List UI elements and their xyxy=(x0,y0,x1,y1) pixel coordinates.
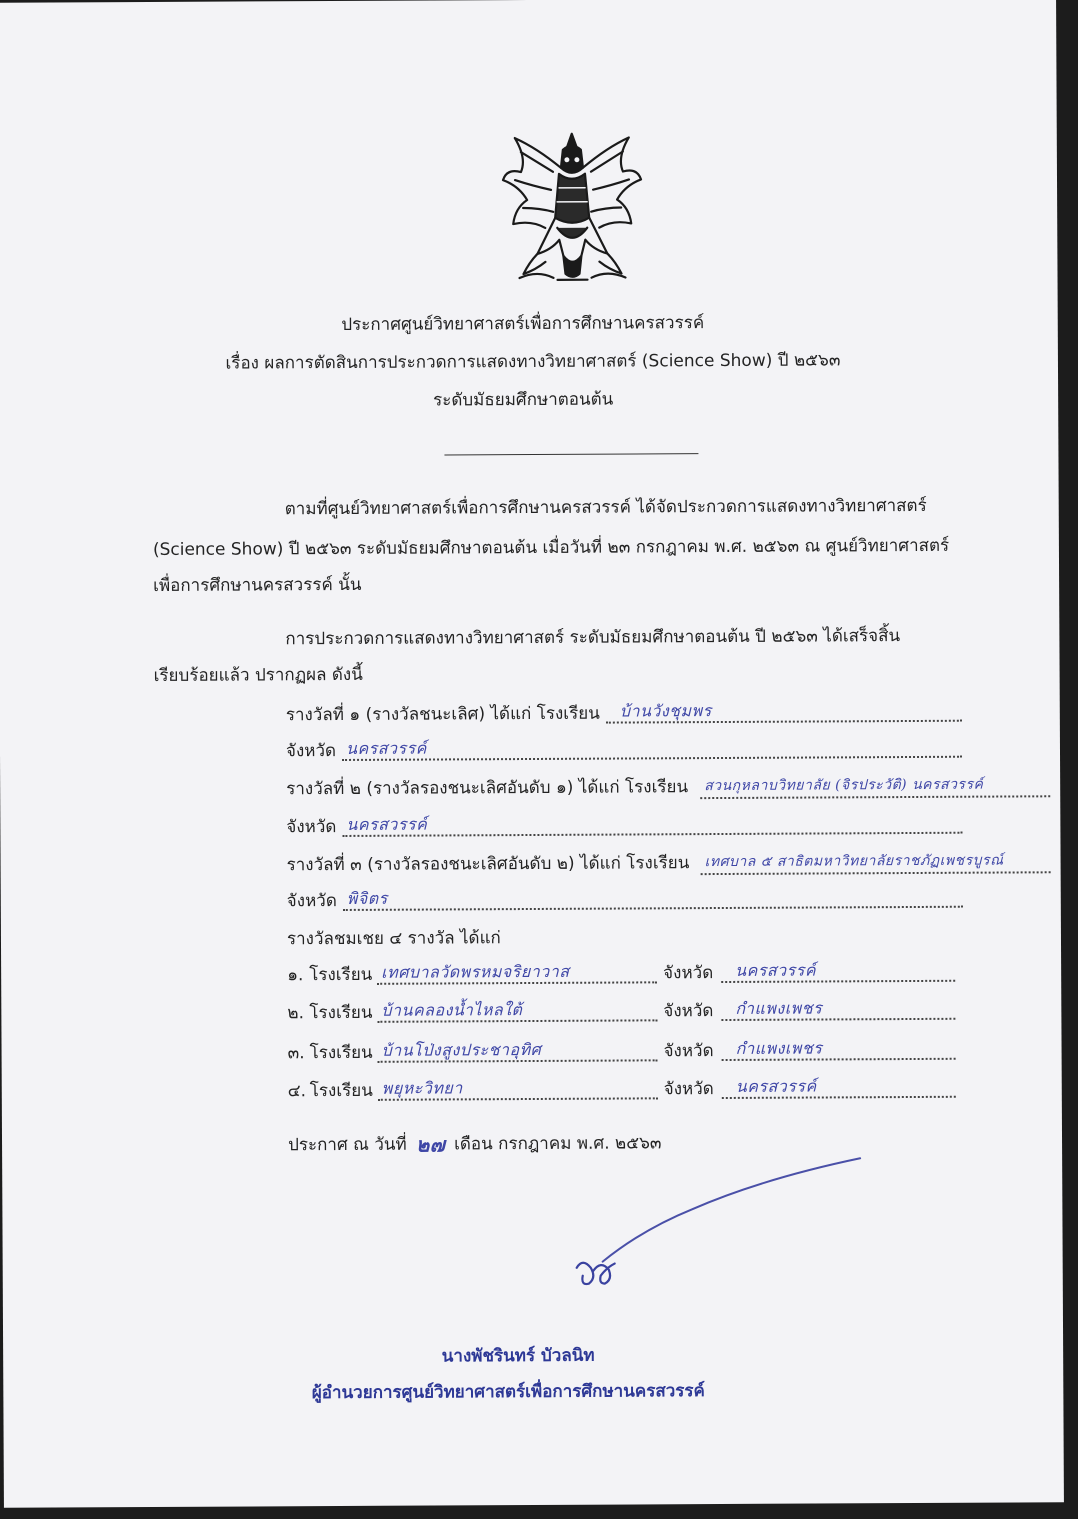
header-level: ระดับมัธยมศึกษาตอนต้น xyxy=(432,389,614,411)
award-2-province: นครสวรรค์ xyxy=(346,814,428,834)
paragraph-1-line-2: (Science Show) ปี ๒๕๖๓ ระดับมัธยมศึกษาตอนต้น เมื่อวันที่ ๒๓ กรกฎาคม พ.ศ. ๒๕๖๓ ณ ศูนย์วิทยาศาสตร์ xyxy=(152,535,950,560)
honorable-2-province-label: จังหวัด xyxy=(663,1001,714,1022)
honorable-2-school: บ้านคลองน้ำไหลใต้ xyxy=(381,1000,523,1020)
paragraph-1-line-3: เพื่อการศึกษานครสวรรค์ นั้น xyxy=(153,574,362,596)
award-1-label: รางวัลที่ ๑ (รางวัลชนะเลิศ) ได้แก่ โรงเรียน xyxy=(285,703,600,726)
header-divider xyxy=(444,453,698,455)
garuda-emblem xyxy=(497,127,648,290)
honorable-1-province: นครสวรรค์ xyxy=(735,960,817,980)
honorable-3-province-label: จังหวัด xyxy=(663,1041,714,1062)
honorable-1-province-label: จังหวัด xyxy=(663,963,714,984)
award-2-school: สวนกุหลาบวิทยาลัย (จิรประวัติ) นครสวรรค์ xyxy=(704,776,984,795)
announce-month-year: เดือน กรกฎาคม พ.ศ. ๒๕๖๓ xyxy=(453,1133,662,1155)
honorable-1-school: เทศบาลวัดพรหมจริยาวาส xyxy=(381,961,570,982)
honorable-3-number: ๓. xyxy=(287,1043,305,1064)
announce-prefix: ประกาศ ณ วันที่ xyxy=(288,1134,407,1156)
award-3-province: พิจิตร xyxy=(346,888,388,908)
signer-title: ผู้อำนวยการศูนย์วิทยาศาสตร์เพื่อการศึกษานครสวรรค์ xyxy=(311,1381,705,1404)
award-1-province-label: จังหวัด xyxy=(285,741,337,762)
honorable-4-school: พยุหะวิทยา xyxy=(381,1078,463,1098)
header-issuer: ประกาศศูนย์วิทยาศาสตร์เพื่อการศึกษานครสวรรค์ xyxy=(341,313,705,335)
award-1-province: นครสวรรค์ xyxy=(345,738,427,758)
honorable-4-number: ๔. xyxy=(287,1081,307,1102)
honorable-3-school: บ้านโป่งสูงประชาอุทิศ xyxy=(381,1039,542,1060)
honorable-2-province: กำแพงเพชร xyxy=(735,998,823,1018)
honorable-2-school-label: โรงเรียน xyxy=(309,1002,373,1024)
award-2-province-line xyxy=(342,832,962,837)
award-3-school: เทศบาล ๕ สาธิตมหาวิทยาลัยราชภัฏเพชรบูรณ์ xyxy=(704,852,1004,871)
award-3-province-line xyxy=(343,906,963,911)
honorable-1-number: ๑. xyxy=(287,965,304,986)
honorable-heading: รางวัลชมเชย ๔ รางวัล ได้แก่ xyxy=(286,928,501,950)
honorable-3-school-label: โรงเรียน xyxy=(309,1042,373,1064)
paragraph-1-line-1: ตามที่ศูนย์วิทยาศาสตร์เพื่อการศึกษานครสวรรค์ ได้จัดประกวดการแสดงทางวิทยาศาสตร์ xyxy=(284,495,927,520)
award-3-province-label: จังหวัด xyxy=(286,891,337,912)
header-subject: เรื่อง ผลการตัดสินการประกวดการแสดงทางวิทยาศาสตร์ (Science Show) ปี ๒๕๖๓ xyxy=(225,350,841,374)
handwritten-signature xyxy=(562,1148,863,1290)
honorable-4-school-label: โรงเรียน xyxy=(309,1080,373,1102)
award-2-province-label: จังหวัด xyxy=(286,817,337,838)
honorable-4-province: นครสวรรค์ xyxy=(735,1076,817,1096)
award-1-school: บ้านวังชุมพร xyxy=(619,701,712,721)
paragraph-2-line-2: เรียบร้อยแล้ว ปรากฏผล ดังนี้ xyxy=(153,664,363,686)
signer-name: นางพัชรินทร์ บัวลนิท xyxy=(441,1345,595,1367)
honorable-1-school-label: โรงเรียน xyxy=(309,964,373,986)
honorable-2-number: ๒. xyxy=(287,1003,305,1024)
award-3-label: รางวัลที่ ๓ (รางวัลรองชนะเลิศอันดับ ๒) ได้แก่ โรงเรียน xyxy=(286,853,690,876)
award-2-label: รางวัลที่ ๒ (รางวัลรองชนะเลิศอันดับ ๑) ได้แก่ โรงเรียน xyxy=(286,777,689,800)
paragraph-2-line-1: การประกวดการแสดงทางวิทยาศาสตร์ ระดับมัธยมศึกษาตอนต้น ปี ๒๕๖๓ ได้เสร็จสิ้น xyxy=(285,626,901,650)
honorable-4-province-label: จังหวัด xyxy=(663,1079,714,1100)
announce-day: ๒๗ xyxy=(415,1132,446,1157)
award-1-province-line xyxy=(342,756,962,761)
honorable-3-province: กำแพงเพชร xyxy=(735,1038,823,1058)
